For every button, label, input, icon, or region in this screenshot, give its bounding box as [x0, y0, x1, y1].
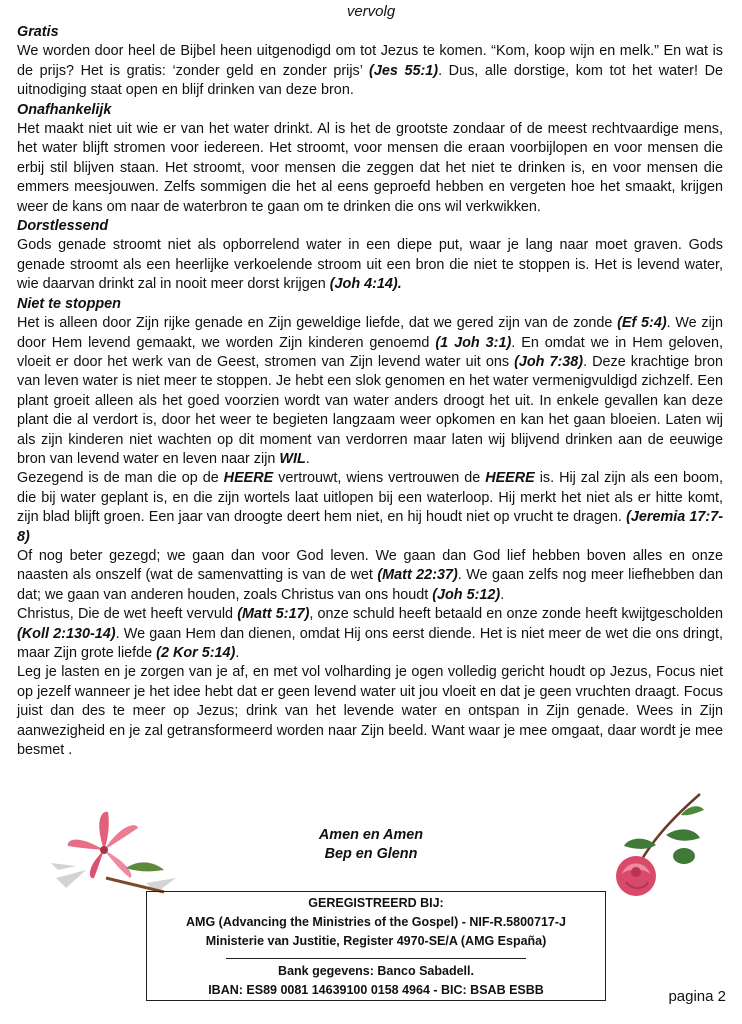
- text-run: Het maakt niet uit wie er van het water drinkt. Al is het de grootste zondaar of de meest rechtvaardige mens, het water blijft stromen voor iedereen. Het stroomt, voor mensen die eraan voorbijlopen en voor mensen die erbij stil blijven staan. Het stroomt, voor mensen die zeggen dat het niet te drinken is, en voor mensen die emmers meesjouwen. Zelfs sommigen die het al eens geproefd hebben en vergeten hoe het smaakt, krijgen weer de kans om naar de waterbron te gaan om te drinken die ons wil verkwikken.: [17, 121, 723, 215]
- article-body: [17, 23, 723, 760]
- text-run: Christus, Die de wet heeft vervuld: [17, 606, 238, 623]
- registration-amg: AMG (Advancing the Ministries of the Gospel) - NIF-R.5800717-J: [186, 915, 566, 929]
- scripture-reference: (Joh 7:38): [514, 353, 584, 370]
- section-heading: Niet te stoppen: [17, 295, 121, 312]
- text-run: . Dus, alle dorstige, kom tot het water! De uitnodiging staat open en blijf drinken van deze bron.: [17, 62, 723, 99]
- text-run: . Deze krachtige bron van leven water is niet meer te stoppen. Je hebt een slok genomen en het water vermenigvuldigd zichzelf. Een plant groeit alleen als het goed voorzien wordt van water anders droogt het uit. In enkele gevallen kan deze plant die al verdort is, door het weer te begieten langzaam weer opkomen en kan het gaan bloeien. Laten wij als zijn kinderen niet wachten op dit moment van verdorren maar laten wij blijvend drinken aan de eeuwige bron van levend water en leven naar zijn: [17, 353, 723, 467]
- scripture-reference: HEERE: [223, 470, 274, 487]
- section-heading: Dorstlessend: [17, 218, 109, 235]
- bank-details: Bank gegevens: Banco Sabadell.: [278, 964, 474, 978]
- text-run: Leg je lasten en je zorgen van je af, en met vol volharding je ogen volledig gericht houdt op Jezus, Focus niet op jezelf wanneer je het idee hebt dat er geen levend water uit jou vloeit en dat je geen vruchten draagt. Focus juist dan des te meer op Jezus; drink van het levende water en ontspan in Zijn genade. Wees in Zijn aanwezigheid en je zal getransformeerd worden naar Zijn beeld. Want waar je mee omgaat, daar wordt je mee besmet .: [17, 664, 723, 759]
- paragraph: [17, 605, 723, 663]
- text-run: Gezegend is de man die op de: [17, 470, 224, 487]
- text-run: is. Hij zal zijn als een boom, die bij water geplant is, en die zijn wortels laat uitlopen bij een waterloop. Hij merkt het niet als er hitte komt, zijn blad blijft groen. Een jaar van droogte deert hem niet, en hij houdt niet op vrucht te dragen.: [17, 470, 723, 526]
- signature-amen: Amen en Amen: [318, 827, 424, 843]
- text-run: Gods genade stroomt niet als opborrelend water in een diepe put, waar je lang naar moet graven. Gods genade stroomt als een heerlijke verkoelende stroom uit een bron die niet te stoppen is. Het is levend water, wie daarvan drinkt zal in nooit meer dorst krijgen: [17, 237, 723, 293]
- scripture-reference: (1 Joh 3:1): [435, 334, 512, 351]
- text-run: Of nog beter gezegd; we gaan dan voor God leven. We gaan dan God lief hebben boven alles en onze naasten als onszelf (wat de samenvatting is van de wet: [17, 547, 723, 584]
- text-run: We worden door heel de Bijbel heen uitgenodigd om tot Jezus te komen. “Kom, koop wijn en melk.” En wat is de prijs? Het is gratis: ‘zonder geld en zonder prijs’: [17, 43, 723, 79]
- section-heading: Gratis: [17, 24, 59, 40]
- text-run: , onze schuld heeft betaald en onze zonde heeft kwijtgescholden: [309, 606, 723, 623]
- text-run: . We gaan Hem dan dienen, omdat Hij ons eerst diende. Het is niet meer de wet die ons dringt, maar Zijn grote liefde: [17, 625, 723, 661]
- scripture-reference: (Joh 4:14).: [329, 276, 402, 293]
- paragraph: [17, 469, 723, 547]
- registration-box: [146, 891, 606, 1001]
- section-heading: Onafhankelijk: [17, 101, 112, 118]
- scripture-reference: (Jeremia 17:7-8): [17, 509, 723, 545]
- scripture-reference: HEERE: [485, 470, 535, 487]
- scripture-reference: (Koll 2:130-14): [17, 625, 116, 642]
- scripture-reference: (Ef 5:4): [617, 315, 667, 332]
- iban-bic: IBAN: ES89 0081 14639100 0158 4964 - BIC: BSAB ESBB: [208, 983, 544, 997]
- paragraph: [17, 42, 723, 100]
- paragraph: [17, 120, 723, 217]
- paragraph: [17, 663, 723, 760]
- paragraph: [17, 314, 723, 469]
- registration-ministry: Ministerie van Justitie, Register 4970-SE/A (AMG España): [205, 934, 547, 948]
- scripture-reference: (2 Kor 5:14): [156, 645, 236, 661]
- paragraph: [17, 547, 723, 605]
- scripture-reference: (Joh 5:12): [432, 586, 501, 603]
- scripture-reference: (Jes 55:1): [369, 62, 439, 79]
- paragraph: [17, 236, 723, 294]
- text-run: vertrouwt, wiens vertrouwen de: [273, 470, 486, 487]
- scripture-reference: WIL: [279, 450, 306, 467]
- signature-names: Bep en Glenn: [324, 846, 418, 862]
- text-run: .: [305, 450, 310, 467]
- text-run: . We gaan zelfs nog meer liefhebben dan dat; we gaan van anderen houden, zoals Christus van ons houdt: [17, 567, 723, 603]
- continuation-label: vervolg: [346, 3, 396, 20]
- scripture-reference: (Matt 5:17): [237, 606, 310, 623]
- registration-heading: GEREGISTREERD BIJ:: [308, 896, 444, 910]
- scripture-reference: (Matt 22:37): [377, 567, 458, 584]
- text-run: .: [235, 645, 240, 661]
- page-number: pagina 2: [668, 988, 726, 1005]
- signature: [0, 826, 742, 864]
- text-run: Het is alleen door Zijn rijke genade en Zijn geweldige liefde, dat we gered zijn van de zonde: [17, 315, 618, 332]
- text-run: . En omdat we in Hem geloven, vloeit er door het werk van de Geest, stromen van Zijn levend water uit ons: [17, 334, 723, 370]
- text-run: . We zijn door Hem levend gemaakt, we worden Zijn kinderen genoemd: [17, 315, 723, 351]
- divider: [226, 958, 526, 959]
- text-run: .: [500, 586, 505, 603]
